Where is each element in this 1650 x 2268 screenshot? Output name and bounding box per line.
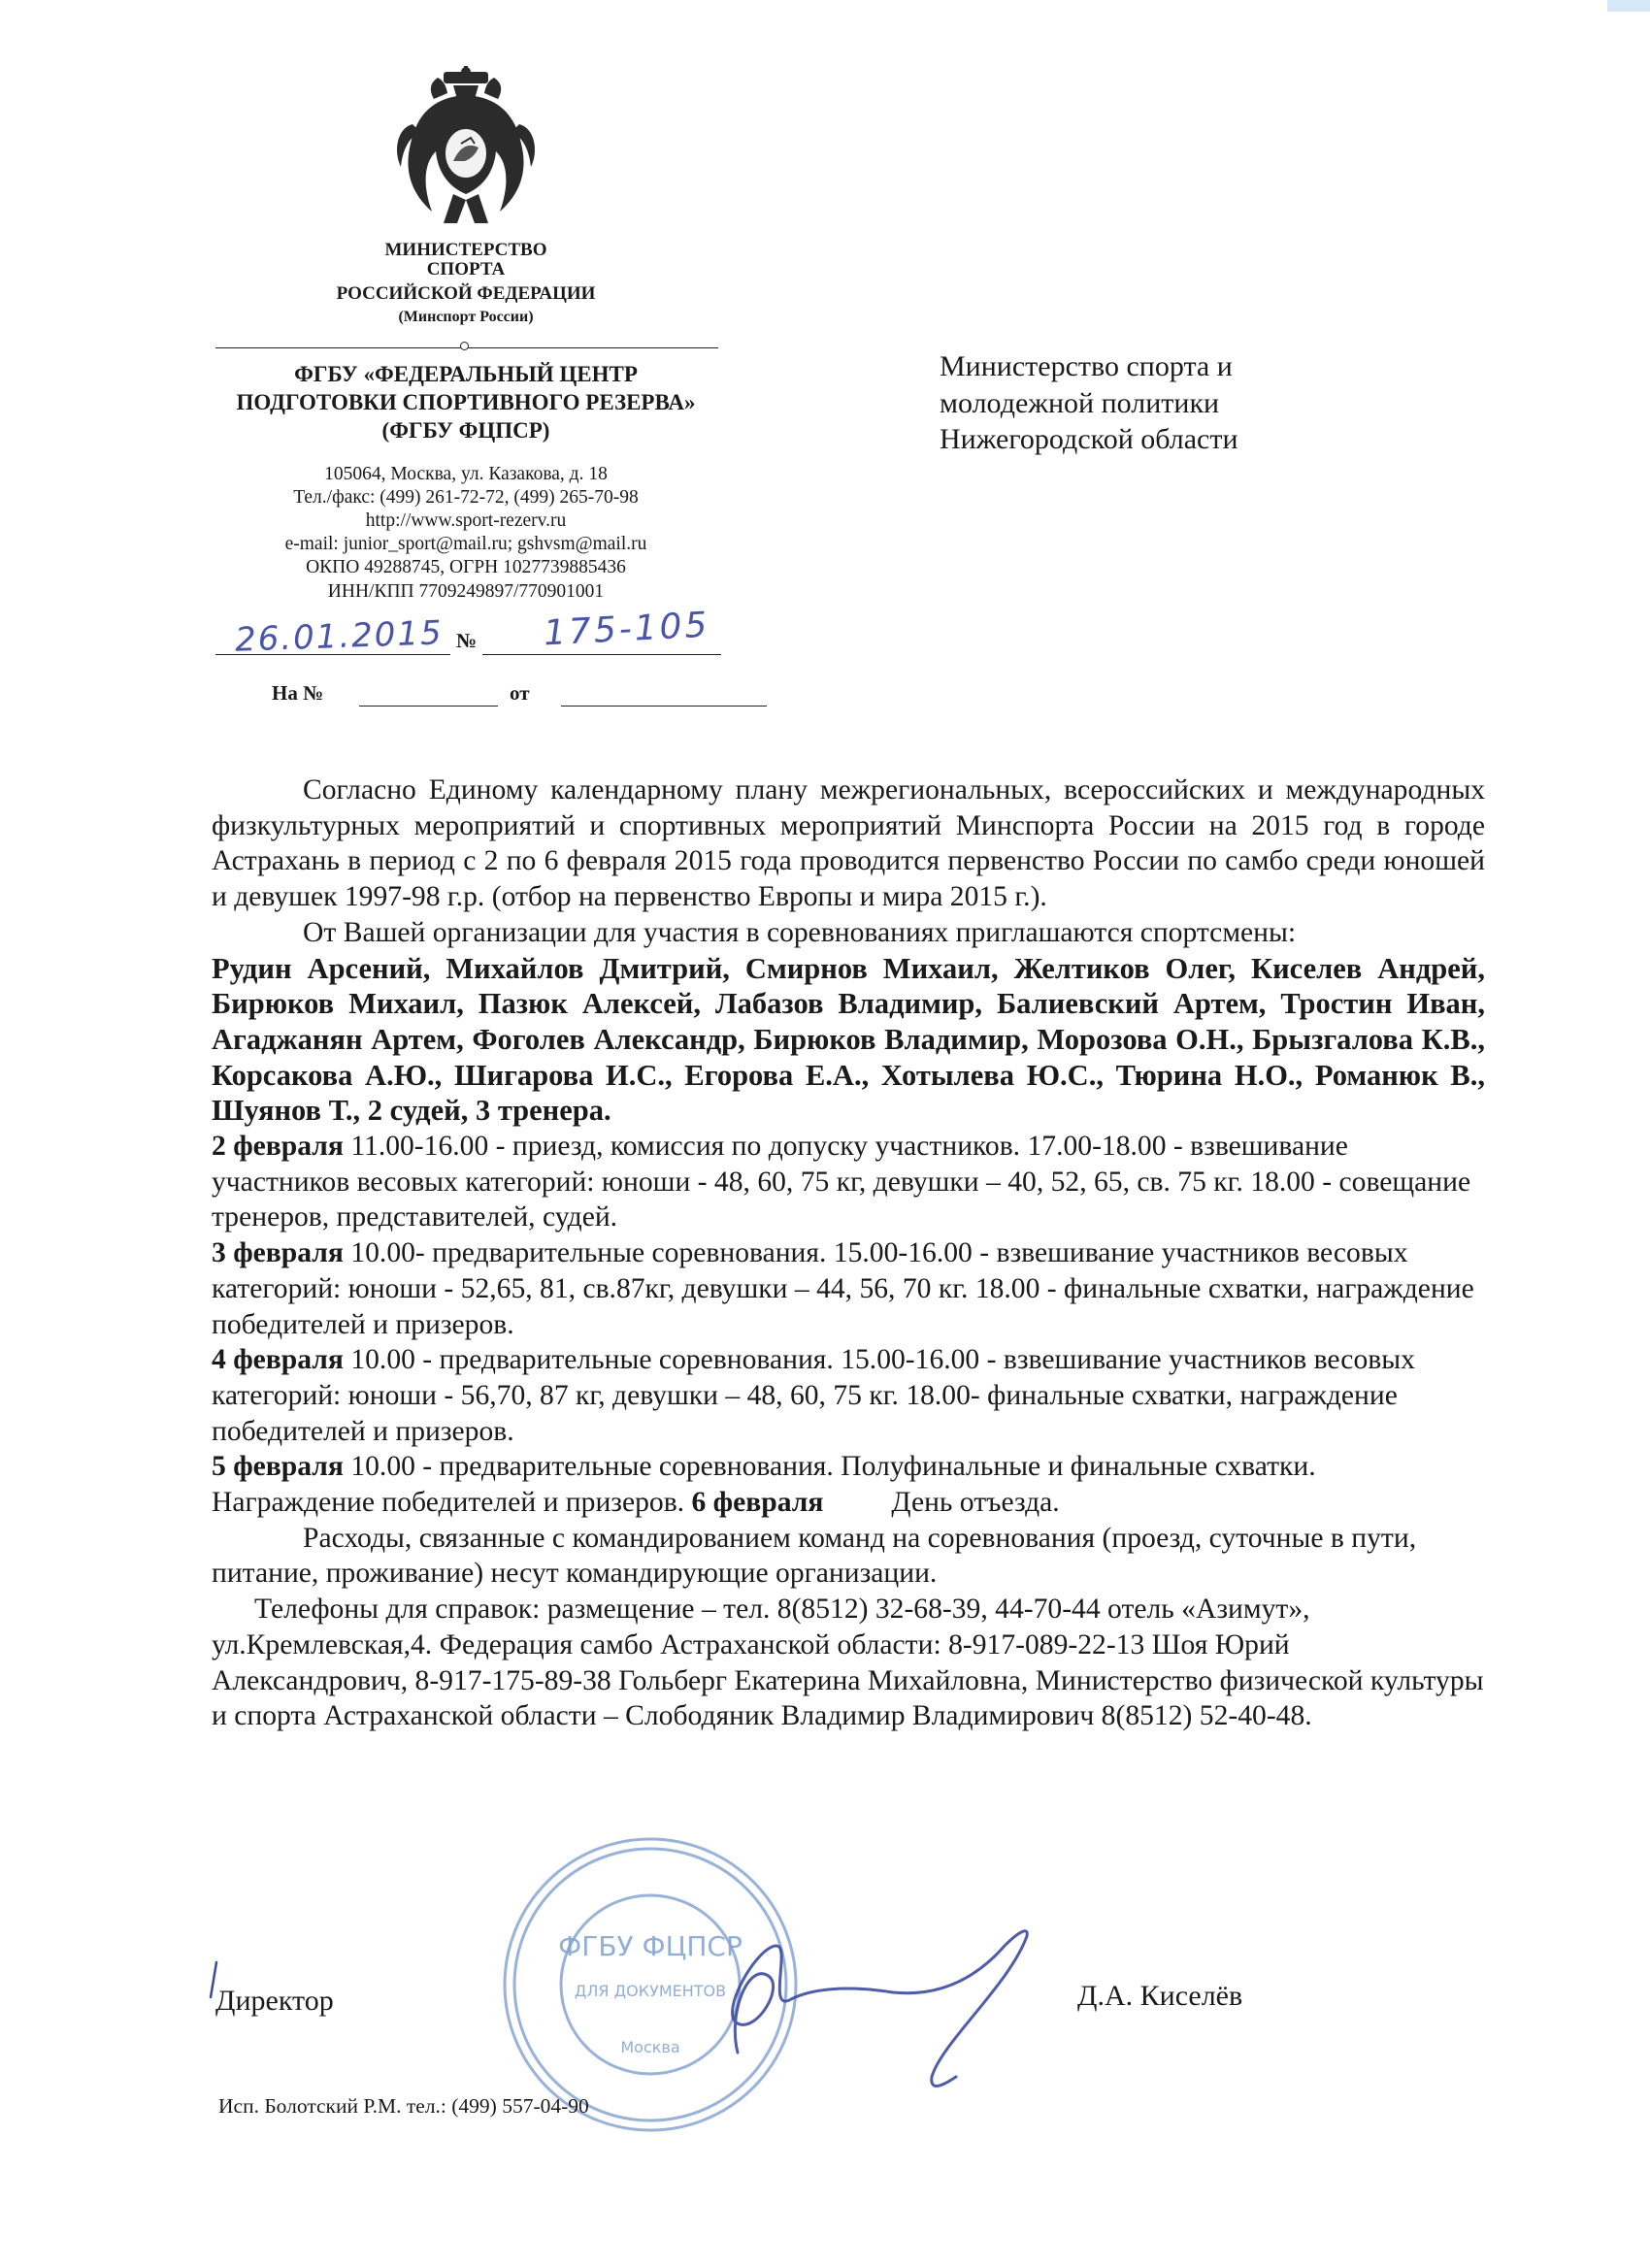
schedule-feb-2-text: 11.00-16.00 - приезд, комиссия по допуску участников. 17.00-18.00 - взвешивание участников весовых категорий: юноши - 48, 60, 75 кг, девушки – 40, 52, 65, св. 75 кг. 18.00 - совещание тренеров, представителей, судей. [212,1131,1471,1233]
ministry-line-2: СПОРТА [426,259,506,279]
divider-dot [460,342,469,350]
org-website: http://www.sport-rezerv.ru [365,510,567,531]
org-inn: ИНН/КПП 7709249897/770901001 [327,581,605,602]
executor-contact: Исп. Болотский Р.М. тел.: (499) 557-04-90 [218,2094,589,2118]
invitation-paragraph: От Вашей организации для участия в соревнованиях приглашаются спортсмены: [303,916,1297,948]
ministry-line-3: РОССИЙСКОЙ ФЕДЕРАЦИИ [336,283,596,304]
org-name-line-3: (ФГБУ ФЦПСР) [381,418,550,443]
reply-to-date-blank [561,706,767,707]
schedule-feb-3-text: 10.00- предварительные соревнования. 15.00-16.00 - взвешивание участников весовых категорий: юноши - 52,65, 81, св.87кг, девушки – 44, 56, 70 кг. 18.00 - финальные схватки, награждение победителей и призеров. [212,1237,1474,1340]
recipient-line-3: Нижегородской области [940,423,1238,455]
outgoing-number-handwritten: 175-105 [543,605,711,654]
schedule-feb-2-date: 2 февраля [212,1131,344,1163]
letter-body [212,772,1485,1734]
intro-paragraph: Согласно Единому календарному плану межрегиональных, всероссийских и международных физкультурных мероприятий и спортивных мероприятий Минспорта России на 2015 год в городе Астрахань в период с 2 по 6 февраля 2015 года проводится первенство России по самбо среди юношей и девушек 1997-98 г.р. (отбор на первенство Европы и мира 2015 г.). [212,774,1485,913]
schedule-feb-4-text: 10.00 - предварительные соревнования. 15.00-16.00 - взвешивание участников весовых категорий: юноши - 56,70, 87 кг, девушки – 48, 60, 75 кг. 18.00- финальные схватки, награждение победителей и призеров. [212,1344,1415,1447]
stamp-center-text: ФГБУ ФЦПСР [558,1930,742,1962]
scan-edge-mark [1607,0,1650,12]
schedule-feb-6-text: День отъезда. [891,1487,1060,1519]
stamp-lower-text: ДЛЯ ДОКУМЕНТОВ [574,1982,727,2000]
recipient-line-2: молодежной политики [940,387,1220,419]
contacts-paragraph: Телефоны для справок: размещение – тел. 8(8512) 32-68-39, 44-70-44 отель «Азимут», ул.Кремлевская,4. Федерация самбо Астраханской области: 8-917-089-22-13 Шоя Юрий Александрович, 8-917-175-89-38 Гольберг Екатерина Михайловна, Министерство физической культуры и спорта Астраханской области – Слободяник Владимир Владимирович 8(8512) 52-40-48. [212,1594,1484,1732]
schedule-feb-5-text: 10.00 - предварительные соревнования. Полуфинальные и финальные схватки. Награждение победителей и призеров. [212,1451,1316,1519]
signatory-title: Директор [215,1985,334,2017]
org-phone: Тел./факс: (499) 261-72-72, (499) 265-70-98 [293,487,639,508]
schedule-feb-5-date: 5 февраля [212,1451,344,1483]
reply-to-date-label: от [510,681,530,705]
schedule-feb-3 [212,1235,1485,1342]
director-signature [621,1907,1068,2101]
schedule-feb-2 [212,1129,1485,1235]
ministry-short-name: (Минспорт России) [398,309,534,325]
schedule-feb-3-date: 3 февраля [212,1237,344,1269]
expenses-paragraph: Расходы, связанные с командированием команд на соревнования (проезд, суточные в пути, питание, проживание) несут командирующие организации. [212,1522,1417,1590]
outgoing-number-label: № [456,629,478,652]
org-name-line-1: ФГБУ «ФЕДЕРАЛЬНЫЙ ЦЕНТР [294,362,638,386]
org-name-line-2: ПОДГОТОВКИ СПОРТИВНОГО РЕЗЕРВА» [236,390,696,414]
org-email: e-mail: junior_sport@mail.ru; gshvsm@mail.ru [284,534,647,554]
org-okpo: ОКПО 49288745, ОГРН 1027739885436 [306,557,626,577]
schedule-feb-4 [212,1342,1485,1449]
signatory-name: Д.А. Киселёв [1077,1980,1243,2012]
reply-to-number-label: На № [272,681,324,705]
participants-list: Рудин Арсений, Михайлов Дмитрий, Смирнов Михаил, Желтиков Олег, Киселев Андрей, Бирюков Михаил, Пазюк Алексей, Лабазов Владимир, Балиевский Артем, Тростин Иван, Агаджанян Артем, Фоголев Александр, Бирюков Владимир, Морозова О.Н., Брызгалова К.В., Корсакова А.Ю., Шигарова И.С., Егорова Е.А., Хотылева Ю.С., Тюрина Н.О., Романюк В., Шуянов Т., 2 судей, 3 тренера. [212,951,1485,1128]
outgoing-date-handwritten: 26.01.2015 [234,613,445,660]
stamp-bottom-text: Москва [620,2038,680,2056]
recipient-line-1: Министерство спорта и [940,350,1233,382]
reply-to-number-blank [359,706,498,707]
schedule-feb-4-date: 4 февраля [212,1344,344,1376]
schedule-feb-6-date: 6 февраля [691,1487,824,1519]
org-address: 105064, Москва, ул. Казакова, д. 18 [324,464,608,484]
double-headed-eagle-emblem-icon [393,66,539,226]
ministry-line-1: МИНИСТЕРСТВО [384,240,547,260]
schedule-feb-5-6 [212,1449,1485,1520]
